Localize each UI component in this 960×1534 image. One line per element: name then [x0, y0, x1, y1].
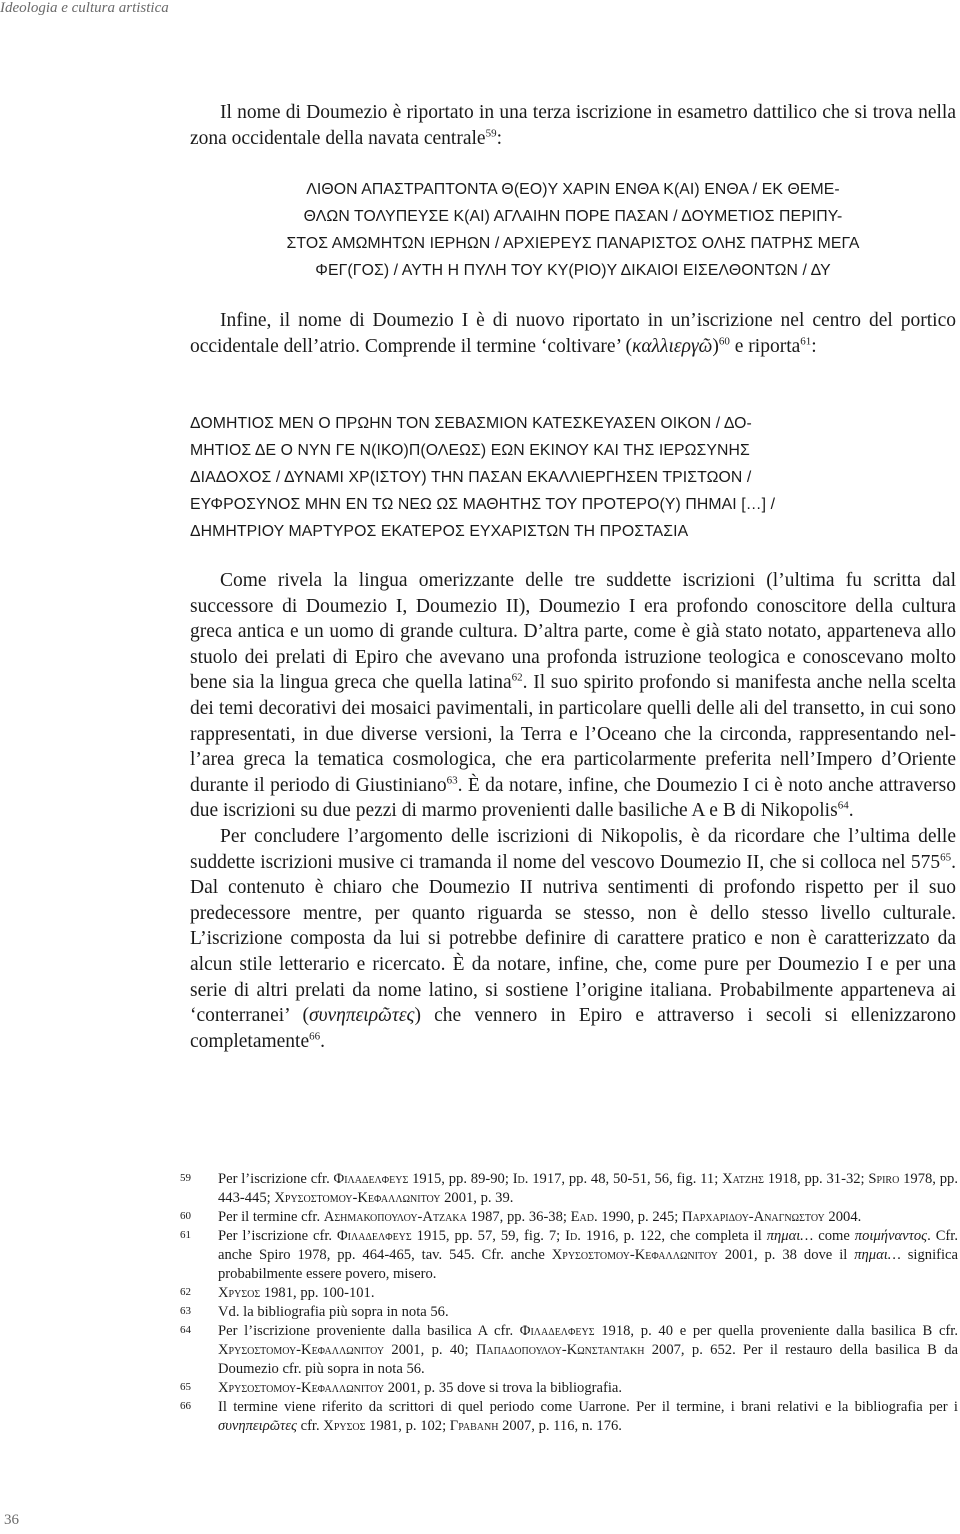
- footnote-66: 66 Il termine viene riferito da scrittori di quel periodo come Uarrone. Per il termine, i brani relativi e la bibliografia per i συνηπειρῶτες cfr. Χρυσοσ 1981, p. 102; Γραβανη 2007, p. 116, n. 176.: [180, 1399, 958, 1434]
- inscription-1-line: ΣΤΟΣ ΑΜΩΜΗΤΩΝ ΙΕΡΗΩΝ / ΑΡΧΙΕΡΕΥΣ ΠΑΝΑΡΙΣΤΟΣ ΟΛΗΣ ΠΑΤΡΗΣ ΜΕΓΑ: [286, 235, 860, 252]
- footnotes: [180, 1170, 958, 1436]
- footnote-ref-61[interactable]: 61: [800, 335, 812, 348]
- footnote-63: 63 Vd. la bibliografia più sopra in nota 56.: [180, 1304, 449, 1320]
- footnote-ref-59[interactable]: 59: [485, 127, 497, 140]
- footnote-65: 65 Χρυσοστομου-Κεφαλλωνιτου 2001, p. 35 dove si trova la bibliografia.: [180, 1380, 623, 1396]
- inscription-1-line: ΦΕΓ(ΓΟΣ) / ΑΥΤΗ Η ΠΥΛΗ ΤΟΥ ΚΥ(ΡΙΟ)Υ ΔΙΚΑΙΟΙ ΕΙΣΕΛΘΟΝΤΩΝ / ΔΥ: [315, 262, 831, 279]
- footnote-ref-63[interactable]: 63: [446, 774, 458, 787]
- paragraph-1: Il nome di Doumezio è riportato in una terza iscrizione in esametro dattilico che si trova nella zona occidentale della navata centrale$^{59}$:: [190, 102, 956, 149]
- footnote-60: 60 Per il termine cfr. Ασημακοπουλου-Ατζακα 1987, pp. 36-38; Ead. 1990, p. 245; Παρχαριδου-Αναγνωστου 2004.: [180, 1209, 862, 1225]
- inscription-1: [190, 176, 956, 284]
- footnote-62: 62 Χρυσοσ 1981, pp. 100-101.: [180, 1285, 375, 1301]
- paragraph-2: Infine, il nome di Doumezio I è di nuovo riportato in un’iscrizione nel centro del portico occidentale dell’atrio. Comprende il termine ‘coltivare’ (καλλιεργῶ)$^{60}$ e riporta$^{61}$:: [190, 310, 956, 357]
- inscription-2-line: ΔΟΜΗΤΙΟΣ ΜΕΝ Ο ΠΡΩΗΝ ΤΟΝ ΣΕΒΑΣΜΙΟΝ ΚΑΤΕΣΚΕΥΑΣΕΝ ΟΙΚΟΝ / ΔΟ-: [190, 415, 752, 432]
- footnote-ref-62[interactable]: 62: [511, 671, 523, 684]
- inscription-2-line: ΕΥΦΡΟΣΥΝΟΣ ΜΗΝ ΕΝ ΤΩ ΝΕΩ ΩΣ ΜΑΘΗΤΗΣ ΤΟΥ ΠΡΟΤΕΡΟ(Υ) ΠΗΜΑΙ […] /: [190, 496, 776, 513]
- running-head: Ideologia e cultura artistica: [0, 0, 169, 16]
- footnote-ref-64[interactable]: 64: [837, 799, 849, 812]
- paragraph-4: Per concludere l’argomento delle iscrizioni di Nikopolis, è da ricordare che l’ultima delle suddette iscrizioni musive ci tramanda il nome del vescovo Doumezio II, che si colloca nel $575^{65}$. Dal contenuto è chiaro che Doumezio II nutriva sentimenti di profondo rispetto per il suo predecessore mentre, per quanto riguarda se stesso, non è dello stesso livello culturale. L’iscrizione composta da lui si potrebbe definire di carattere pratico e non è caratterizzato da alcun stile letterario e ricercato. È da notare, infine, che, come pure per Doumezio I e per una serie di altri prelati da nome latino, si sostiene l’origine italiana. Probabilmente apparteneva ai ‘conterranei’ (συνηπειρῶτες) che vennero in Epiro e attraverso i secoli si ellenizzarono completamente$^{66}$.: [190, 825, 956, 1052]
- inscription-2: [190, 410, 956, 545]
- footnote-64: 64 Per l’iscrizione proveniente dalla basilica A cfr. Φιλαδελφευσ 1918, p. 40 e per quella proveniente dalla basilica B cfr. Χρυσοστομου-Κεφαλλωνιτου 2001, p. 40; Παπαδοπουλου-Κωνσταντακη 2007, p. 652. Per il restauro della basilica B da Doumezio cfr. più sopra in nota 56.: [180, 1323, 958, 1377]
- para1-text: Il nome di Doumezio è riportato in una terza iscrizione in esametro dattilico che si trova nella zona occidentale della navata centrale: [190, 102, 956, 149]
- footnote-ref-65[interactable]: 65: [940, 851, 952, 864]
- inscription-2-line: ΜΗΤΙΟΣ ΔΕ Ο ΝΥΝ ΓΕ Ν(ΙΚΟ)Π(ΟΛΕΩΣ) ΕΩΝ ΕΚΙΝΟΥ ΚΑΙ ΤΗΣ ΙΕΡΩΣΥΝΗΣ: [190, 442, 750, 459]
- greek-term: καλλιεργῶ: [632, 335, 713, 357]
- footnote-ref-60[interactable]: 60: [718, 335, 730, 348]
- inscription-1-line: ΘΛΩΝ ΤΟΛΥΠΕΥΣΕ Κ(ΑΙ) ΑΓΛΑΙΗΝ ΠΟΡΕ ΠΑΣΑΝ / ΔΟΥΜΕΤΙΟΣ ΠΕΡΙΠΥ-: [303, 208, 843, 225]
- inscription-2-line: ΔΗΜΗΤΡΙΟΥ ΜΑΡΤΥΡΟΣ ΕΚΑΤΕΡΟΣ ΕΥΧΑΡΙΣΤΩΝ ΤΗ ΠΡΟΣΤΑΣΙΑ: [190, 523, 689, 540]
- inscription-2-line: ΔΙΑΔΟΧΟΣ / ΔΥΝΑΜΙ ΧΡ(ΙΣΤΟΥ) ΤΗΝ ΠΑΣΑΝ ΕΚΑΛΛΙΕΡΓΗΣΕΝ ΤΡΙΣΤΩΟΝ /: [190, 469, 752, 486]
- paragraph-3: Come rivela la lingua omerizzante delle tre suddette iscrizioni (l’ultima fu scritta dal successore di Doumezio I, Doumezio II), Doumezio I era profondo conoscitore della cultura greca antica e un uomo di grande cultura. D’altra parte, come è già stato notato, apparteneva allo stuolo dei prelati di Epiro che avevano una profonda istruzione teologica e conoscevano molto bene sia la lingua greca che quella latina$^{62}$. Il suo spirito profondo si manifesta anche nella scelta dei temi decorativi dei mosaici pavimentali, in particolare quelli delle ali del transetto, in cui sono rappresentati, in due diverse versioni, la Terra e l’Oceano che la circonda, rappresentando nel-l’area greca la tematica cosmologica, che era particolarmente preferita nell’Impero d’Oriente durante il periodo di Giustiniano$^{63}$. È da notare, infine, che Doumezio I ci è noto anche attraverso due iscrizioni su due pezzi di marmo provenienti dalle basiliche A e B di Nikopolis$^{64}$. Per concludere l’argomento delle iscrizioni di Nikopolis, è da ricordare che l’ultima delle suddette iscrizioni musive ci tramanda il nome del vescovo Doumezio II, che si colloca nel $575^{65}$. Dal contenuto è chiaro che Doumezio II nutriva sentimenti di profondo rispetto per il suo predecessore mentre, per quanto riguarda se stesso, non è dello stesso livello culturale. L’iscrizione composta da lui si potrebbe definire di carattere pratico e non è caratterizzato da alcun stile letterario e ricercato. È da notare, infine, che, come pure per Doumezio I e per una serie di altri prelati da nome latino, si sostiene l’origine italiana. Probabilmente apparteneva ai ‘conterranei’ (συνηπειρῶτες) che vennero in Epiro e attraverso i secoli si ellenizzarono completamente$^{66}$.: [190, 568, 956, 1054]
- greek-term: συνηπειρῶτες: [308, 1005, 415, 1027]
- footnote-59: 59 Per l’iscrizione cfr. Φιλαδελφευσ 1915, pp. 89-90; Id. 1917, pp. 48, 50-51, 56, fig. 11; Χατζησ 1918, pp. 31-32; Spiro 1978, pp. 443-445; Χρυσοστομου-Κεφαλλωνιτου 2001, p. 39.: [180, 1171, 958, 1206]
- inscription-1-line: ΛΙΘΟΝ ΑΠΑΣΤΡΑΠΤΟΝΤΑ Θ(ΕΟ)Υ ΧΑΡΙΝ ΕΝΘΑ Κ(ΑΙ) ΕΝΘΑ / ΕΚ ΘΕΜΕ-: [306, 181, 840, 198]
- page-number: 36: [4, 1512, 19, 1528]
- footnote-61: 61 Per l’iscrizione cfr. Φιλαδελφευσ 1915, pp. 57, 59, fig. 7; Id. 1916, p. 122, che completa il πημαι… come ποιμήναντος. Cfr. anche Spiro 1978, pp. 464-465, tav. 545. Cfr. anche Χρυσοστομου-Κεφαλλωνιτου 2001, p. 38 dove il πημαι… significa probabilmente essere povero, misero.: [180, 1228, 958, 1282]
- footnote-ref-66[interactable]: 66: [309, 1030, 321, 1043]
